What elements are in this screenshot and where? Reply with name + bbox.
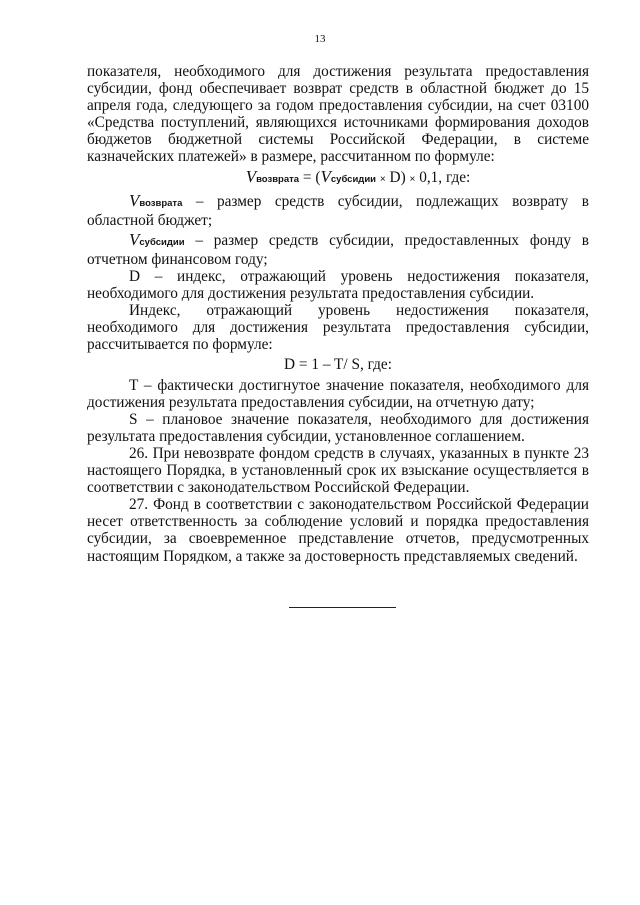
def-v-symbol-2: V — [129, 229, 140, 249]
formula-v-symbol: V — [245, 166, 257, 186]
formula-v-symbol-2: V — [320, 166, 331, 186]
formula-tail: 0,1, где: — [419, 168, 471, 186]
definition-t: T – фактически достигнутое значение показателя, необходимого для достижения результата предоставления субсидии, на отчетную дату; — [87, 376, 589, 411]
formula-times-2: × — [409, 173, 416, 185]
formula-sub-subsidy: субсидии — [330, 173, 377, 185]
document-body — [87, 63, 589, 565]
formula-sub-return: возврата — [256, 173, 300, 185]
separator-line — [289, 607, 396, 608]
formula-d-close: D) — [389, 168, 406, 186]
formula-open-paren: ( — [315, 168, 321, 186]
page-number: 13 — [314, 33, 326, 45]
def-v-subsidy-text: – размер средств субсидии, предоставленных фонду в отчетном финансовом году; — [87, 231, 589, 268]
paragraph-index: Индекс, отражающий уровень недостижения показателя, необходимого для достижения результата предоставления субсидии, рассчитывается по формуле: — [87, 302, 589, 354]
definition-v-subsidy — [87, 231, 589, 268]
definition-v-return — [87, 192, 589, 229]
def-v-return-text: – размер средств субсидии, подлежащих возврату в областной бюджет; — [87, 192, 589, 229]
def-sub-return: возврата — [139, 197, 183, 209]
definition-d: D – индекс, отражающий уровень недостижения показателя, необходимого для достижения результата предоставления субсидии. — [87, 268, 589, 303]
formula-equals: = — [302, 168, 312, 186]
paragraph-27: 27. Фонд в соответствии с законодательством Российской Федерации несет ответственность за соблюдение условий и порядка предоставления субсидии, за своевременное представление отчетов, предусмотренных настоящим Порядком, а также за достоверность представляемых сведений. — [87, 496, 589, 565]
formula-times-1: × — [379, 173, 386, 185]
formula-index: D = 1 – T/ S, где: — [284, 355, 392, 373]
formula-return — [87, 168, 589, 188]
paragraph-intro: показателя, необходимого для достижения результата предоставления субсидии, фонд обеспечивает возврат средств в областной бюджет до 15 апреля года, следующего за годом предоставления субсидии, на счет 03100 «Средства поступлений, являющихся источниками формирования доходов бюджетов бюджетной системы Российской Федерации, в системе казначейских платежей» в размере, рассчитанном по формуле: — [87, 63, 589, 166]
def-v-symbol: V — [129, 190, 140, 210]
def-sub-subsidy: субсидии — [139, 236, 185, 248]
definition-s: S – плановое значение показателя, необходимого для достижения результата предоставления субсидии, установленное соглашением. — [87, 410, 589, 445]
paragraph-26: 26. При невозврате фондом средств в случаях, указанных в пункте 23 настоящего Порядка, в установленный срок их взыскание осуществляется в соответствии с законодательством Российской Федерации. — [87, 444, 589, 497]
